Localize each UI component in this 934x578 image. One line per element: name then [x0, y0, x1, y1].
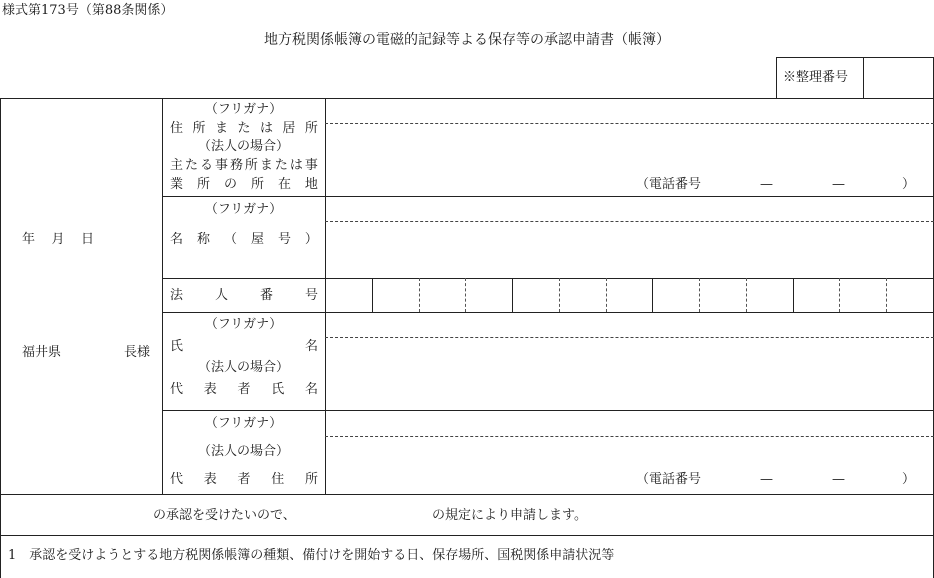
rep-furigana-line	[325, 436, 934, 437]
label-col-divider	[325, 98, 326, 494]
row-sep-4	[162, 410, 934, 411]
corp-number-digit[interactable]	[795, 281, 838, 309]
name-furigana-line	[325, 221, 934, 222]
corp-digit-separator	[465, 278, 466, 312]
ref-box-top	[776, 57, 934, 58]
rep-furigana-label: （フリガナ）	[204, 416, 283, 431]
address-corp-note: （法人の場合）	[197, 139, 289, 154]
frame-left	[0, 98, 1, 578]
date-month-label: 月	[51, 232, 65, 247]
rep-phone-dash-2: —	[832, 472, 845, 487]
corp-digit-separator	[746, 278, 747, 312]
address-phone-dash-1: —	[760, 177, 773, 192]
address-furigana-line	[325, 123, 934, 124]
left-col-divider	[162, 98, 163, 494]
corp-digit-separator	[886, 278, 887, 312]
statute-input[interactable]	[310, 503, 420, 527]
ref-box-left	[776, 57, 777, 98]
person-corp-note: （法人の場合）	[197, 360, 289, 375]
corp-digit-group-separator	[652, 278, 653, 312]
person-furigana-input[interactable]	[330, 315, 928, 335]
corp-number-digit[interactable]	[841, 281, 884, 309]
office-location-label: 業 所 の 所 在 地	[170, 177, 318, 192]
address-phone-dash-2: —	[832, 177, 845, 192]
corp-number-digit[interactable]	[327, 281, 370, 309]
address-phone-label: （電話番号	[636, 177, 702, 192]
person-furigana-line	[325, 337, 934, 338]
row-sep-2	[162, 278, 934, 279]
row-sep-3	[162, 312, 934, 313]
corp-digit-separator	[419, 278, 420, 312]
address-input[interactable]	[330, 128, 928, 168]
person-furigana-label: （フリガナ）	[204, 317, 283, 332]
rep-phone-number-input[interactable]	[852, 469, 898, 487]
frame-top	[0, 98, 934, 99]
ref-number-input[interactable]	[866, 60, 932, 96]
trade-name-label: 名 称 （ 屋 号 ）	[170, 232, 318, 247]
rep-phone-exchange-input[interactable]	[780, 469, 828, 487]
corp-number-digit[interactable]	[561, 281, 604, 309]
corp-digit-group-separator	[512, 278, 513, 312]
address-furigana-label: （フリガナ）	[204, 102, 283, 117]
corp-number-digit[interactable]	[421, 281, 464, 309]
row-sep-1	[162, 196, 934, 197]
corp-digit-separator	[699, 278, 700, 312]
address-phone-exchange-input[interactable]	[780, 174, 828, 192]
office-address-label: 主 た る 事 務 所 ま た は 事	[170, 158, 318, 173]
corp-number-digit[interactable]	[654, 281, 697, 309]
corp-number-label: 法 人 番 号	[170, 288, 318, 303]
corp-digit-group-separator	[372, 278, 373, 312]
statement-part-2: の規定により申請します。	[432, 508, 587, 523]
person-name-input[interactable]	[330, 342, 928, 406]
address-phone-number-input[interactable]	[852, 174, 898, 192]
rep-address-input[interactable]	[330, 441, 928, 467]
form-title: 地方税関係帳簿の電磁的記録等よる保存等の承認申請書（帳簿）	[264, 32, 670, 48]
corp-number-digit[interactable]	[374, 281, 417, 309]
corp-number-digit[interactable]	[514, 281, 557, 309]
address-label: 住 所 ま た は 居 所	[170, 121, 318, 136]
corp-digit-separator	[839, 278, 840, 312]
addressee-suffix: 長様	[124, 345, 151, 360]
date-day-label: 日	[80, 232, 94, 247]
statement-part-1: の承認を受けたいので、	[153, 508, 296, 523]
corp-digit-separator	[559, 278, 560, 312]
corp-number-digit[interactable]	[467, 281, 510, 309]
rep-phone-close: ）	[902, 472, 916, 487]
corp-digit-group-separator	[793, 278, 794, 312]
address-phone-close: ）	[902, 177, 916, 192]
rep-phone-area-input[interactable]	[708, 469, 756, 487]
name-furigana-label: （フリガナ）	[204, 202, 283, 217]
corp-number-digit[interactable]	[888, 281, 931, 309]
person-name-label: 氏 名	[170, 339, 318, 354]
rep-phone-label: （電話番号	[636, 472, 702, 487]
address-phone-area-input[interactable]	[708, 174, 756, 192]
form-number: 様式第173号（第88条関係）	[2, 3, 174, 18]
ref-box-divider	[863, 57, 864, 98]
corp-digit-separator	[606, 278, 607, 312]
representative-name-label: 代 表 者 氏 名	[170, 382, 318, 397]
date-year-label: 年	[22, 232, 36, 247]
name-furigana-input[interactable]	[330, 199, 928, 219]
item-1-heading: 1 承認を受けようとする地方税関係帳簿の種類、備付けを開始する日、保存場所、国税関係申請状況等	[8, 548, 615, 563]
rep-furigana-input[interactable]	[330, 413, 928, 433]
ref-number-label: ※整理番号	[783, 70, 849, 85]
application-date	[22, 233, 94, 246]
row-sep-6	[0, 535, 934, 536]
trade-name-input[interactable]	[330, 226, 928, 274]
rep-corp-note: （法人の場合）	[197, 444, 289, 459]
row-sep-5	[0, 494, 934, 495]
rep-phone-dash-1: —	[760, 472, 773, 487]
corp-number-digit[interactable]	[701, 281, 744, 309]
prefecture-name: 福井県	[22, 345, 62, 360]
corp-number-digit[interactable]	[748, 281, 791, 309]
representative-address-label: 代 表 者 住 所	[170, 472, 318, 487]
address-furigana-input[interactable]	[330, 101, 928, 121]
corp-number-digit[interactable]	[608, 281, 651, 309]
